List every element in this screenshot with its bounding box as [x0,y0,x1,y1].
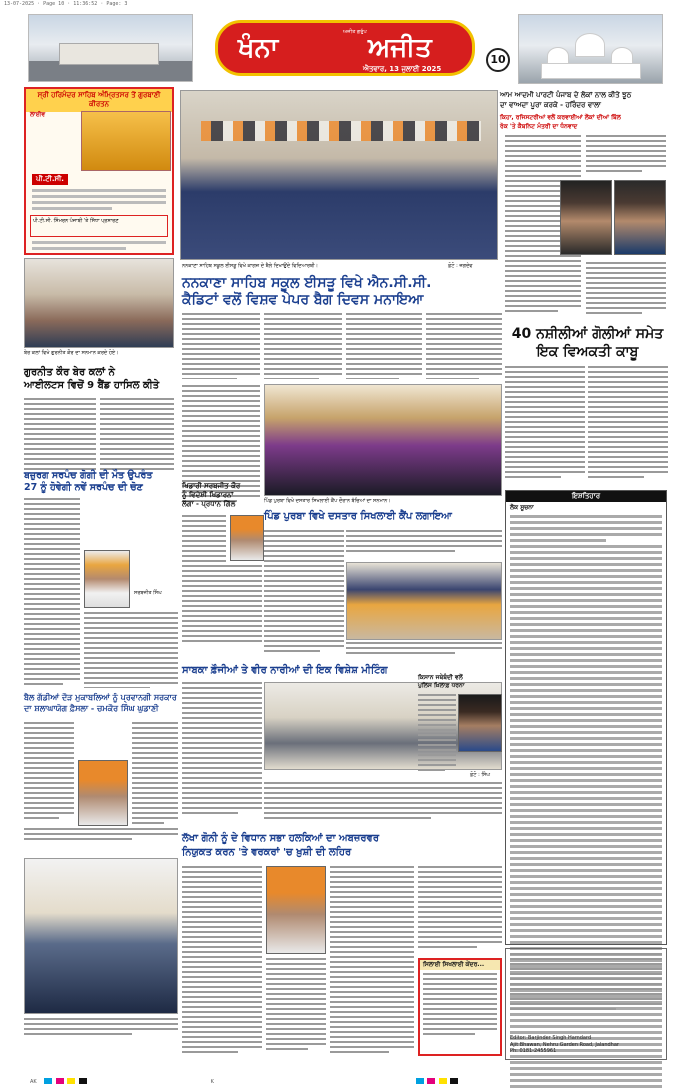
arrest-headline-line1: 40 ਨਸ਼ੀਲੀਆਂ ਗੋਲੀਆਂ ਸਮੇਤ [511,326,664,342]
lakha-body-col2 [330,866,414,1056]
bail-portrait [78,760,128,826]
rally-portrait [230,515,264,561]
public-notice-title: ਇਸ਼ਤਿਹਾਰ [506,491,666,502]
aap-headline-line3: ਕਿਹਾ, ਰਜਿਸਟਰੀਆਂ ਵਲੋਂ ਕਰਵਾਈਆਂ ਲੋਕਾਂ ਦੀਆਂ ਬਿੱਲ [500,114,621,121]
meeting-body-col1 [182,682,262,822]
ncc-body-col4 [426,313,502,379]
lakha-headline-line2: ਨਿਯੁਕਤ ਕਰਨ 'ਤੇ ਵਰਕਰਾਂ 'ਚ ਖ਼ੁਸ਼ੀ ਦੀ ਲਹਿਰ [182,847,352,858]
rally-headline-line1: ਖਿਡਾਰੀ ਸਰਬਜੀਤ ਕੌਰ [182,482,241,490]
public-notice-subtitle: ਲੋਕ ਸੂਚਨਾ [510,504,534,512]
dastar-caption: ਪਿੰਡ ਪੁਰਬਾ ਵਿਖੇ ਦਸਤਾਰ ਸਿਖਲਾਈ ਕੈਂਪ ਦੌਰਾਨ ਬੱਚਿਆਂ ਦਾ ਸਨਮਾਨ। [264,498,391,504]
ncc-body-col3 [346,313,422,379]
aap-portrait-2 [614,180,666,255]
sarpanch-body-col2 [84,612,178,688]
meeting-headline: ਸਾਬਕਾ ਫ਼ੌਜੀਆਂ ਤੇ ਵੀਰ ਨਾਰੀਆਂ ਦੀ ਇਕ ਵਿਸ਼ੇਸ਼ ਮੀਟਿੰਗ [182,665,388,676]
aap-headline-line2: ਦਾ ਵਾਅਦਾ ਪੂਰਾ ਕਰਕੇ - ਹਰਿੰਦਰ ਵਾਲਾ [500,101,601,109]
bail-headline-line2: ਦਾ ਸ਼ਲਾਘਾਯੋਗ ਫ਼ੈਸਲਾ - ਚਮਕੌਰ ਸਿੰਘ ਘੁਡਾਣੀ [24,704,159,713]
masthead-left-word: ਖੰਨਾ [238,33,279,63]
golden-temple-image [81,111,171,171]
aap-portrait-1 [560,180,612,255]
gurneet-body-col2 [100,398,174,473]
ncc-photo-credit: ਫ਼ੋਟੋ : ਜਗਦੇਵ [448,263,473,269]
gurbani-ad-label-live: ਲਾਈਵ [30,111,46,118]
gurbani-ad [24,87,174,255]
masthead-sub-label: ਅਜੀਤ ਗਰੁੱਪ [343,29,367,35]
gurneet-photo [24,258,174,348]
aap-headline-line1: ਆਮ ਆਦਮੀ ਪਾਰਟੀ ਪੰਜਾਬ ਦੇ ਲੋਕਾਂ ਨਾਲ ਕੀਤੇ ਝੂਠ [500,91,632,99]
masthead-right-word: ਅਜੀਤ [368,33,432,63]
dastar-photo [264,384,502,496]
masthead-date: ਐਤਵਾਰ, 13 ਜੁਲਾਈ 2025 [363,65,442,73]
small-box [418,958,502,1056]
registration-bar [0,1078,687,1088]
gurneet-headline-line2: ਆਈਲਟਸ ਵਿਚੋਂ 9 ਬੈਂਡ ਹਾਸਿਲ ਕੀਤੇ [24,380,160,391]
aap-headline-line4: ਰੋਕ 'ਤੇ ਕੈਬਨਿਟ ਮੰਤਰੀ ਦਾ ਧੰਨਵਾਦ [500,123,578,130]
rally-headline [182,482,272,509]
masthead-photo-building [28,14,193,82]
dastar-photo-2 [346,562,502,640]
ncc-headline-line2: ਕੈਡਿਟਾਂ ਵਲੋਂ ਵਿਸ਼ਵ ਪੇਪਰ ਬੈਗ ਦਿਵਸ ਮਨਾਇਆ [182,292,424,308]
lakha-headline-line1: ਲੱਖਾ ਗੋਨੀ ਨੂੰ ਦੇ ਵਿਧਾਨ ਸਭਾ ਹਲਕਿਆਂ ਦਾ ਅਬਜ਼ਰਵਰ [182,833,380,844]
sarpanch-name: ਸਰਬਜੀਤ ਸਿੰਘ [134,590,162,596]
gurneet-caption: ਬੇਰ ਕਲਾਂ ਵਿਖੇ ਗੁਰਨੀਤ ਕੌਰ ਦਾ ਸਨਮਾਨ ਕਰਦੇ ਹੋਏ। [24,350,119,356]
gurneet-headline [24,366,178,392]
page-number: 10 [486,48,510,72]
imprint-line1: Editor: Barjinder Singh Hamdard [510,1034,592,1041]
dastar-headline: ਪਿੰਡ ਪੁਰਬਾ ਵਿਖੇ ਦਸਤਾਰ ਸਿਖਲਾਈ ਕੈਂਪ ਲਗਾਇਆ [264,511,452,522]
lakha-body-col1 [182,866,262,1056]
meeting-credit: ਫ਼ੋਟੋ : ਸਿੰਘ [470,772,491,778]
sarpanch-headline [24,470,178,494]
public-notice-ad [505,490,667,945]
reg-mid-label: K [210,1078,214,1085]
sarpanch-portrait [84,550,130,608]
rally-headline-line3: ਲੱਗਾ - ਪ੍ਰਧਾਨ ਗਿੱਲ [182,500,236,508]
lakha-headline [182,832,502,860]
ncc-body-col1 [182,313,260,379]
ncc-group-photo [180,90,498,260]
ncc-photo-caption: ਨਨਕਾਣਾ ਸਾਹਿਬ ਸਕੂਲ ਈਸੜੂ ਵਿਖੇ ਕਾਗਜ਼ ਦੇ ਥੈਲੇ ਦਿਖਾਉਂਦੇ ਵਿਦਿਆਰਥੀ। [182,263,319,269]
protest-headline-line1: ਕਿਸਾਨ ਜਥੇਬੰਦੀ ਵਲੋਂ [418,674,463,681]
rally-headline-line2: ਨੂੰ ਵਿਦੇਸ਼ੀ ਖਿਡਾਰਨਾਂ [182,491,234,499]
masthead-photo-temple [518,14,663,84]
imprint-line2: Ajit Bhawan, Nehru Garden Road, Jalandhar [510,1041,619,1048]
arrest-body-col1 [505,366,585,484]
arrest-headline-line2: ਇਕ ਵਿਅਕਤੀ ਕਾਬੂ [536,344,639,360]
bail-body-col2 [132,722,178,826]
protest-portrait [458,694,502,752]
arrest-headline [505,325,670,361]
protest-headline-line2: ਪੁਲਿਸ ਖ਼ਿਲਾਫ਼ ਧਰਨਾ [418,682,465,689]
bail-headline-line1: ਬੈਲ ਗੱਡੀਆਂ ਦੌੜ ਮੁਕਾਬਲਿਆਂ ਨੂੰ ਪ੍ਰਵਾਨਗੀ ਸਰਕਾਰ [24,693,177,702]
ncc-headline-line1: ਨਨਕਾਣਾ ਸਾਹਿਬ ਸਕੂਲ ਈਸੜੂ ਵਿਖੇ ਐਨ.ਸੀ.ਸੀ. [182,275,432,291]
bail-body-col1 [24,722,74,822]
imprint-box [505,948,667,1060]
dastar-body-col1 [264,530,344,660]
gurneet-headline-line1: ਗੁਰਨੀਤ ਕੌਰ ਬੇਰ ਕਲਾਂ ਨੇ [24,367,115,378]
ncc-headline [182,275,500,309]
gurbani-ad-channel: ਪੀ.ਟੀ.ਸੀ. [32,174,68,185]
file-strip: 13-07-2025 · Page 10 · 11:36:52 · Page: 3 [4,1,128,7]
masthead-logo [215,20,475,76]
aap-headline [500,90,670,110]
bail-headline [24,692,178,714]
gurbani-ad-header: ਸ੍ਰੀ ਹਰਿਮੰਦਰ ਸਾਹਿਬ ਅੰਮ੍ਰਿਤਸਰ ਤੋਂ ਗੁਰਬਾਣੀ ਕੀਰਤਨ [26,89,172,112]
lakha-portrait [266,866,326,954]
reg-left-label: AK [30,1078,37,1085]
imprint-line3: Ph: 0181-2455961 [510,1048,557,1055]
ncc-body-col2 [264,313,342,379]
arrest-body-col2 [588,366,668,484]
bottom-left-photo [24,858,178,1014]
gurneet-body-col1 [24,398,96,473]
yellow-swatch [67,1078,75,1084]
sarpanch-body-col1 [24,498,80,688]
cyan-swatch [44,1078,52,1084]
aap-subheadline [500,113,670,131]
small-box-title: ਸਿਲਾਈ ਸਿਖਲਾਈ ਕੇਂਦਰ... [420,960,500,970]
gurbani-ad-note: ਪੀ.ਟੀ.ਸੀ. ਸਿੰਮਰਨ ਪੰਜਾਬੀ 'ਤੇ ਸਿੱਧਾ ਪ੍ਰਸਾਰਣ [30,215,168,237]
gurbani-ad-text-lines [32,189,166,213]
magenta-swatch [56,1078,64,1084]
protest-headline [418,674,502,690]
black-swatch [79,1078,87,1084]
sarpanch-headline-line1: ਬਜ਼ੁਰਗ ਸਰਪੰਚ ਗੋਗੀ ਦੀ ਮੌਤ ਉਪਰੰਤ [24,470,153,481]
sarpanch-headline-line2: 27 ਨੂੰ ਹੋਵੇਗੀ ਨਵੇਂ ਸਰਪੰਚ ਦੀ ਚੋਣ [24,482,143,493]
